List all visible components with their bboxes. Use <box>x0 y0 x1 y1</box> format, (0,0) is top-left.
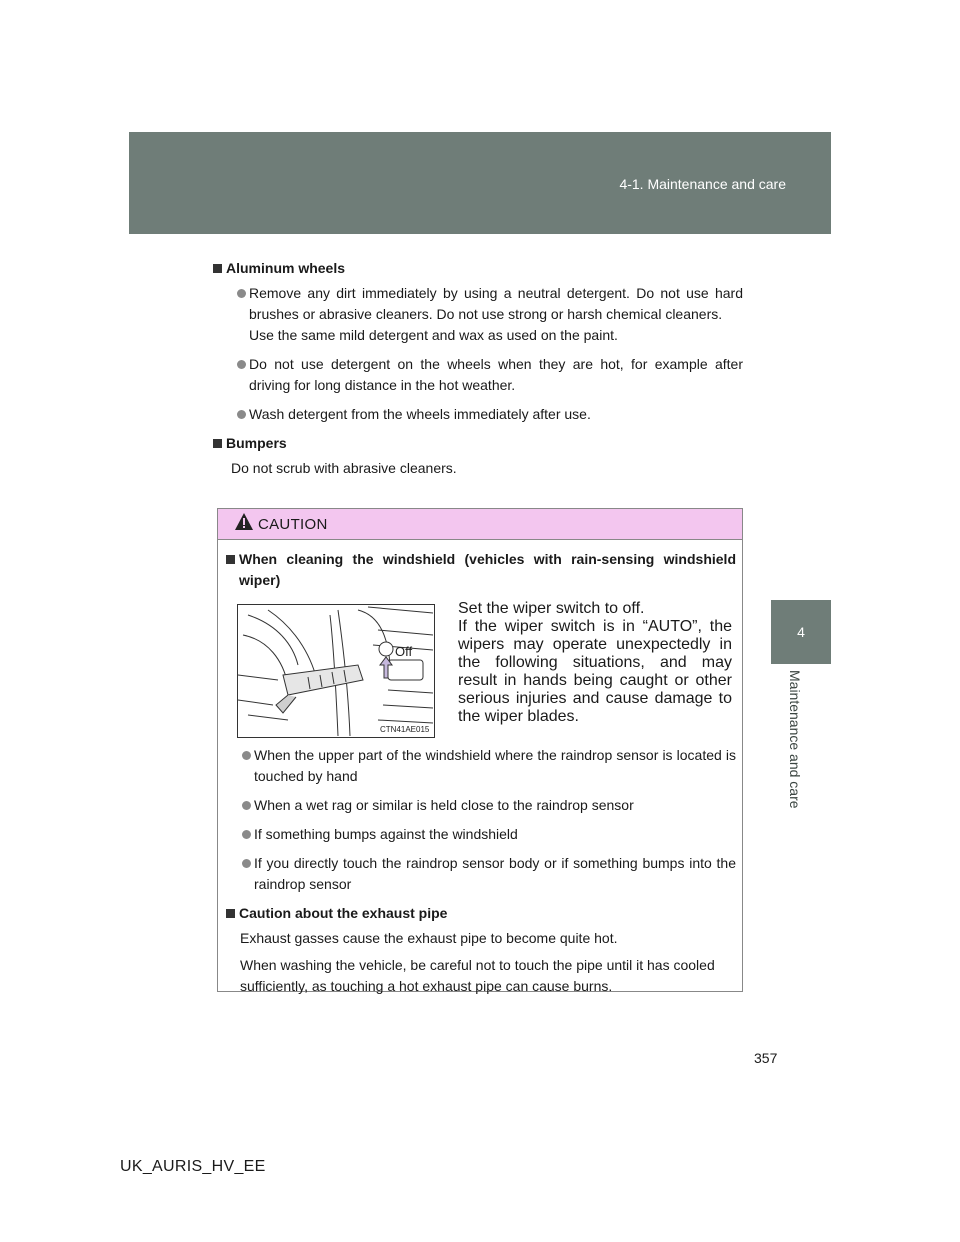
list-item: If you directly touch the raindrop sensor body or if something bumps into the raindrop sensor <box>218 853 736 895</box>
exhaust-text-2: When washing the vehicle, be careful not to touch the pipe until it has cooled sufficiently, as touching a hot exhaust pipe can cause burns. <box>240 957 715 994</box>
square-bullet-icon <box>226 909 235 918</box>
list-item: Wash detergent from the wheels immediately after use. <box>213 404 743 425</box>
off-label: Off <box>395 644 413 659</box>
warning-triangle-icon <box>234 512 254 532</box>
chapter-tab-number: 4 <box>771 600 831 664</box>
caution-header <box>218 509 742 540</box>
round-bullet-icon <box>242 801 251 810</box>
windshield-heading: When cleaning the windshield (vehicles with rain-sensing windshield wiper) <box>226 549 736 591</box>
list-item: If something bumps against the windshield <box>218 824 736 845</box>
figure-description: Set the wiper switch to off. If the wiper switch is in “AUTO”, the wipers may operate unexpectedly in the following situations, and may result in hands being caught or other serious injuries and cause damage to the wiper blades. <box>458 600 732 725</box>
bumpers-text: Do not scrub with abrasive cleaners. <box>231 460 457 476</box>
round-bullet-icon <box>242 751 251 760</box>
caution-body <box>218 549 742 595</box>
chapter-tab <box>771 664 831 824</box>
document-code: UK_AURIS_HV_EE <box>120 1158 266 1175</box>
square-bullet-icon <box>213 264 222 273</box>
round-bullet-icon <box>242 830 251 839</box>
bumpers-heading: Bumpers <box>213 433 743 454</box>
caution-title: CAUTION <box>258 516 328 533</box>
round-bullet-icon <box>237 360 246 369</box>
list-item: Do not use detergent on the wheels when they are hot, for example after driving for long distance in the hot weather. <box>213 354 743 396</box>
caution-box <box>217 508 743 992</box>
round-bullet-icon <box>242 859 251 868</box>
wiper-switch-illustration <box>238 605 434 737</box>
aluminum-wheels-heading: Aluminum wheels <box>213 258 743 279</box>
header-band <box>129 132 831 234</box>
list-item: When a wet rag or similar is held close to the raindrop sensor <box>218 795 736 816</box>
figure-code: CTN41AE015 <box>380 725 430 734</box>
round-bullet-icon <box>237 410 246 419</box>
exhaust-text-1: Exhaust gasses cause the exhaust pipe to become quite hot. <box>240 930 618 946</box>
section-title: 4-1. Maintenance and care <box>619 176 786 192</box>
caution-list <box>218 745 742 1003</box>
exhaust-heading: Caution about the exhaust pipe <box>226 903 736 924</box>
list-item: When the upper part of the windshield where the raindrop sensor is located is touched by hand <box>218 745 736 787</box>
list-item: Remove any dirt immediately by using a neutral detergent. Do not use hard brushes or abrasive cleaners. Do not use strong or harsh chemical cleaners. Use the same mild detergent and wax as used on the paint. <box>213 283 743 346</box>
chapter-tab-label: Maintenance and care <box>787 670 803 809</box>
main-content <box>213 258 743 485</box>
page-number: 357 <box>754 1050 778 1066</box>
round-bullet-icon <box>237 289 246 298</box>
square-bullet-icon <box>226 555 235 564</box>
square-bullet-icon <box>213 439 222 448</box>
wiper-switch-figure <box>237 604 435 738</box>
